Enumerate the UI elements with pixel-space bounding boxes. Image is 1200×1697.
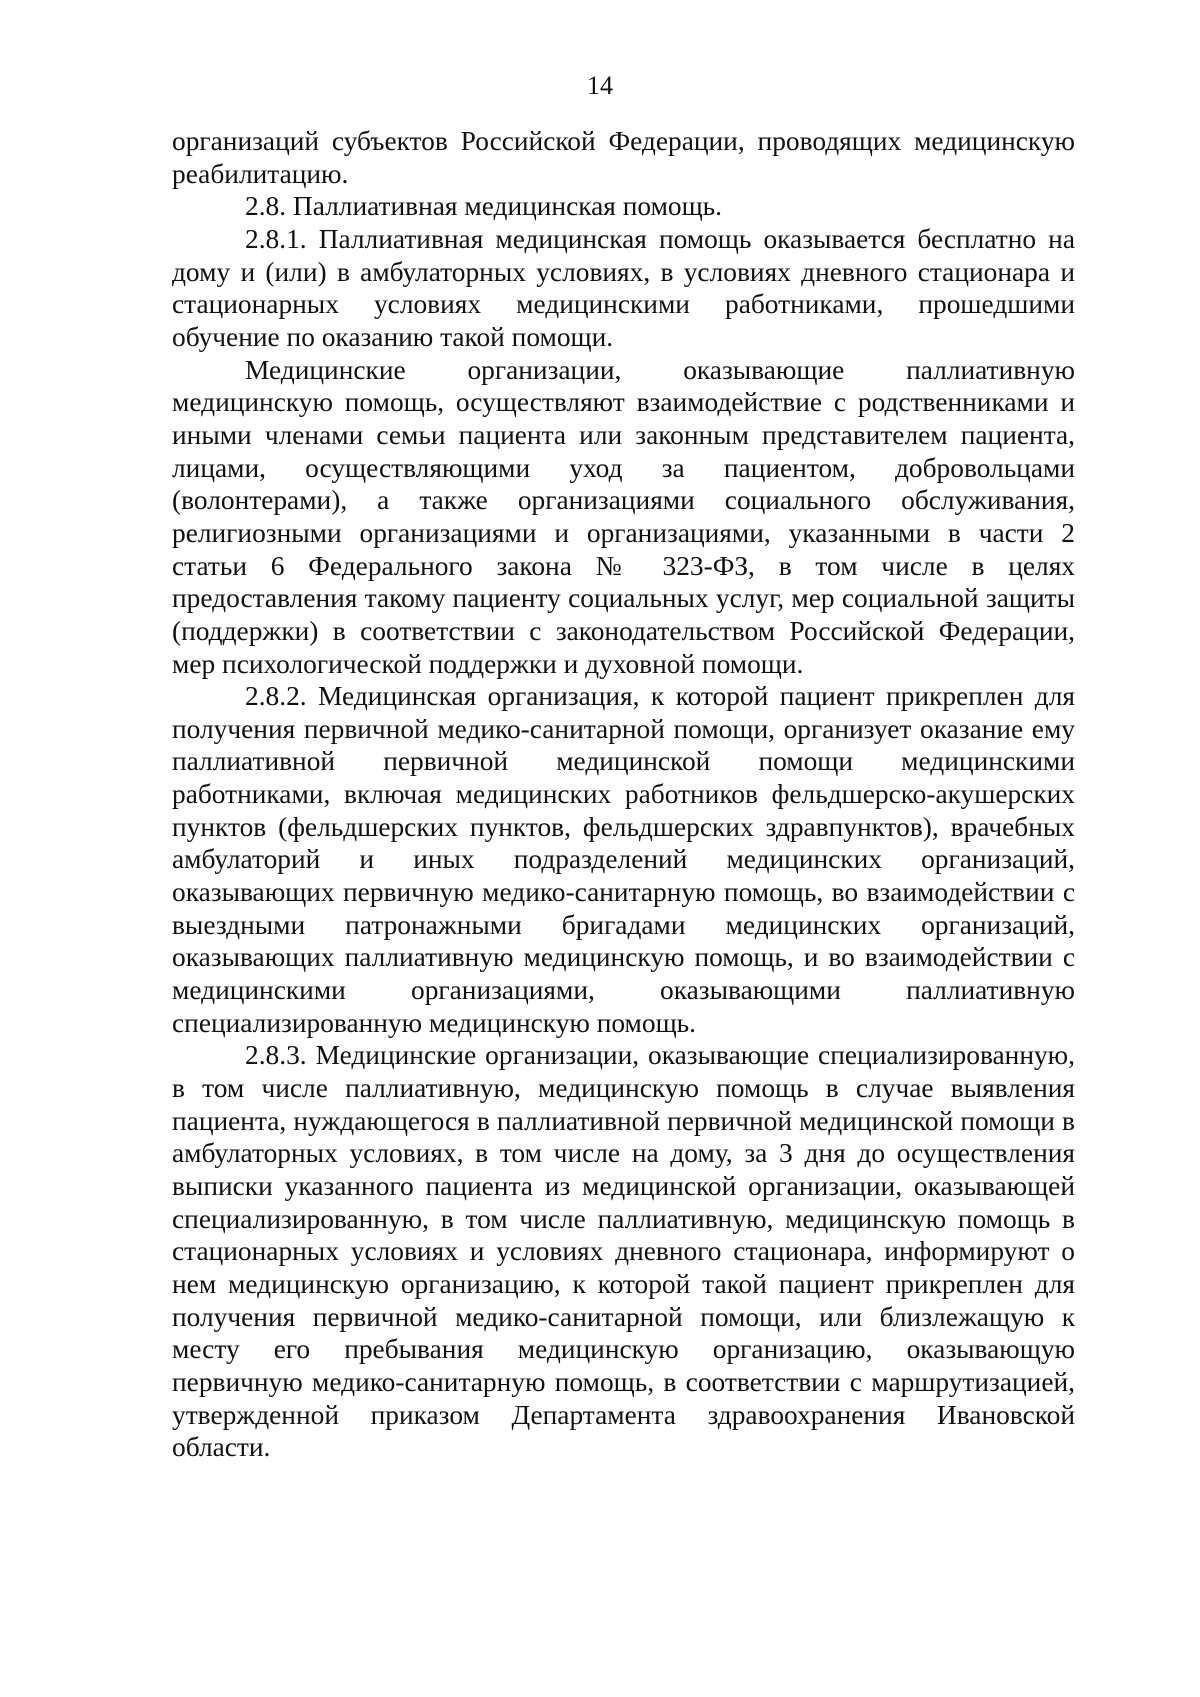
paragraph-2-8-1: 2.8.1. Паллиативная медицинская помощь оказывается бесплатно на дому и (или) в амбулаторных условиях, в условиях дневного стационара и стационарных условиях медицинскими работниками, прошедшими обучение по оказанию такой помощи. [172, 223, 1075, 352]
document-body [172, 125, 1075, 1464]
paragraph-medical-organizations: Медицинские организации, оказывающие паллиативную медицинскую помощь, осуществляют взаимодействие с родственниками и иными членами семьи пациента или законным представителем пациента, лицами, осуществляющими уход за пациентом, добровольцами (волонтерами), а также организациями социального обслуживания, религиозными организациями и организациями, указанными в части 2 статьи 6 Федерального закона № 323-ФЗ, в том числе в целях предоставления такому пациенту социальных услуг, мер социальной защиты (поддержки) в соответствии с законодательством Российской Федерации, мер психологической поддержки и духовной помощи. [172, 354, 1075, 679]
page-number: 14 [587, 71, 613, 100]
paragraph-2-8-3: 2.8.3. Медицинские организации, оказывающие специализированную, в том числе паллиативную, медицинскую помощь в случае выявления пациента, нуждающегося в паллиативной первичной медицинской помощи в амбулаторных условиях, в том числе на дому, за 3 дня до осуществления выписки указанного пациента из медицинской организации, оказывающей специализированную, в том числе паллиативную, медицинскую помощь в стационарных условиях и условиях дневного стационара, информируют о нем медицинскую организацию, к которой такой пациент прикреплен для получения первичной медико-санитарной помощи, или близлежащую к месту его пребывания медицинскую организацию, оказывающую первичную медико-санитарную помощь, в соответствии с маршрутизацией, утвержденной приказом Департамента здравоохранения Ивановской области. [172, 1040, 1075, 1463]
section-heading-2-8: 2.8. Паллиативная медицинская помощь. [245, 191, 723, 222]
paragraph-continuation: организаций субъектов Российской Федерации, проводящих медицинскую реабилитацию. [172, 126, 1075, 189]
paragraph-2-8-2: 2.8.2. Медицинская организация, к которой пациент прикреплен для получения первичной медико-санитарной помощи, организует оказание ему паллиативной первичной медицинской помощи медицинскими работниками, включая медицинских работников фельдшерско-акушерских пунктов (фельдшерских пунктов, фельдшерских здравпунктов), врачебных амбулаторий и иных подразделений медицинских организаций, оказывающих первичную медико-санитарную помощь, во взаимодействии с выездными патронажными бригадами медицинских организаций, оказывающих паллиативную медицинскую помощь, и во взаимодействии с медицинскими организациями, оказывающими паллиативную специализированную медицинскую помощь. [172, 681, 1075, 1038]
